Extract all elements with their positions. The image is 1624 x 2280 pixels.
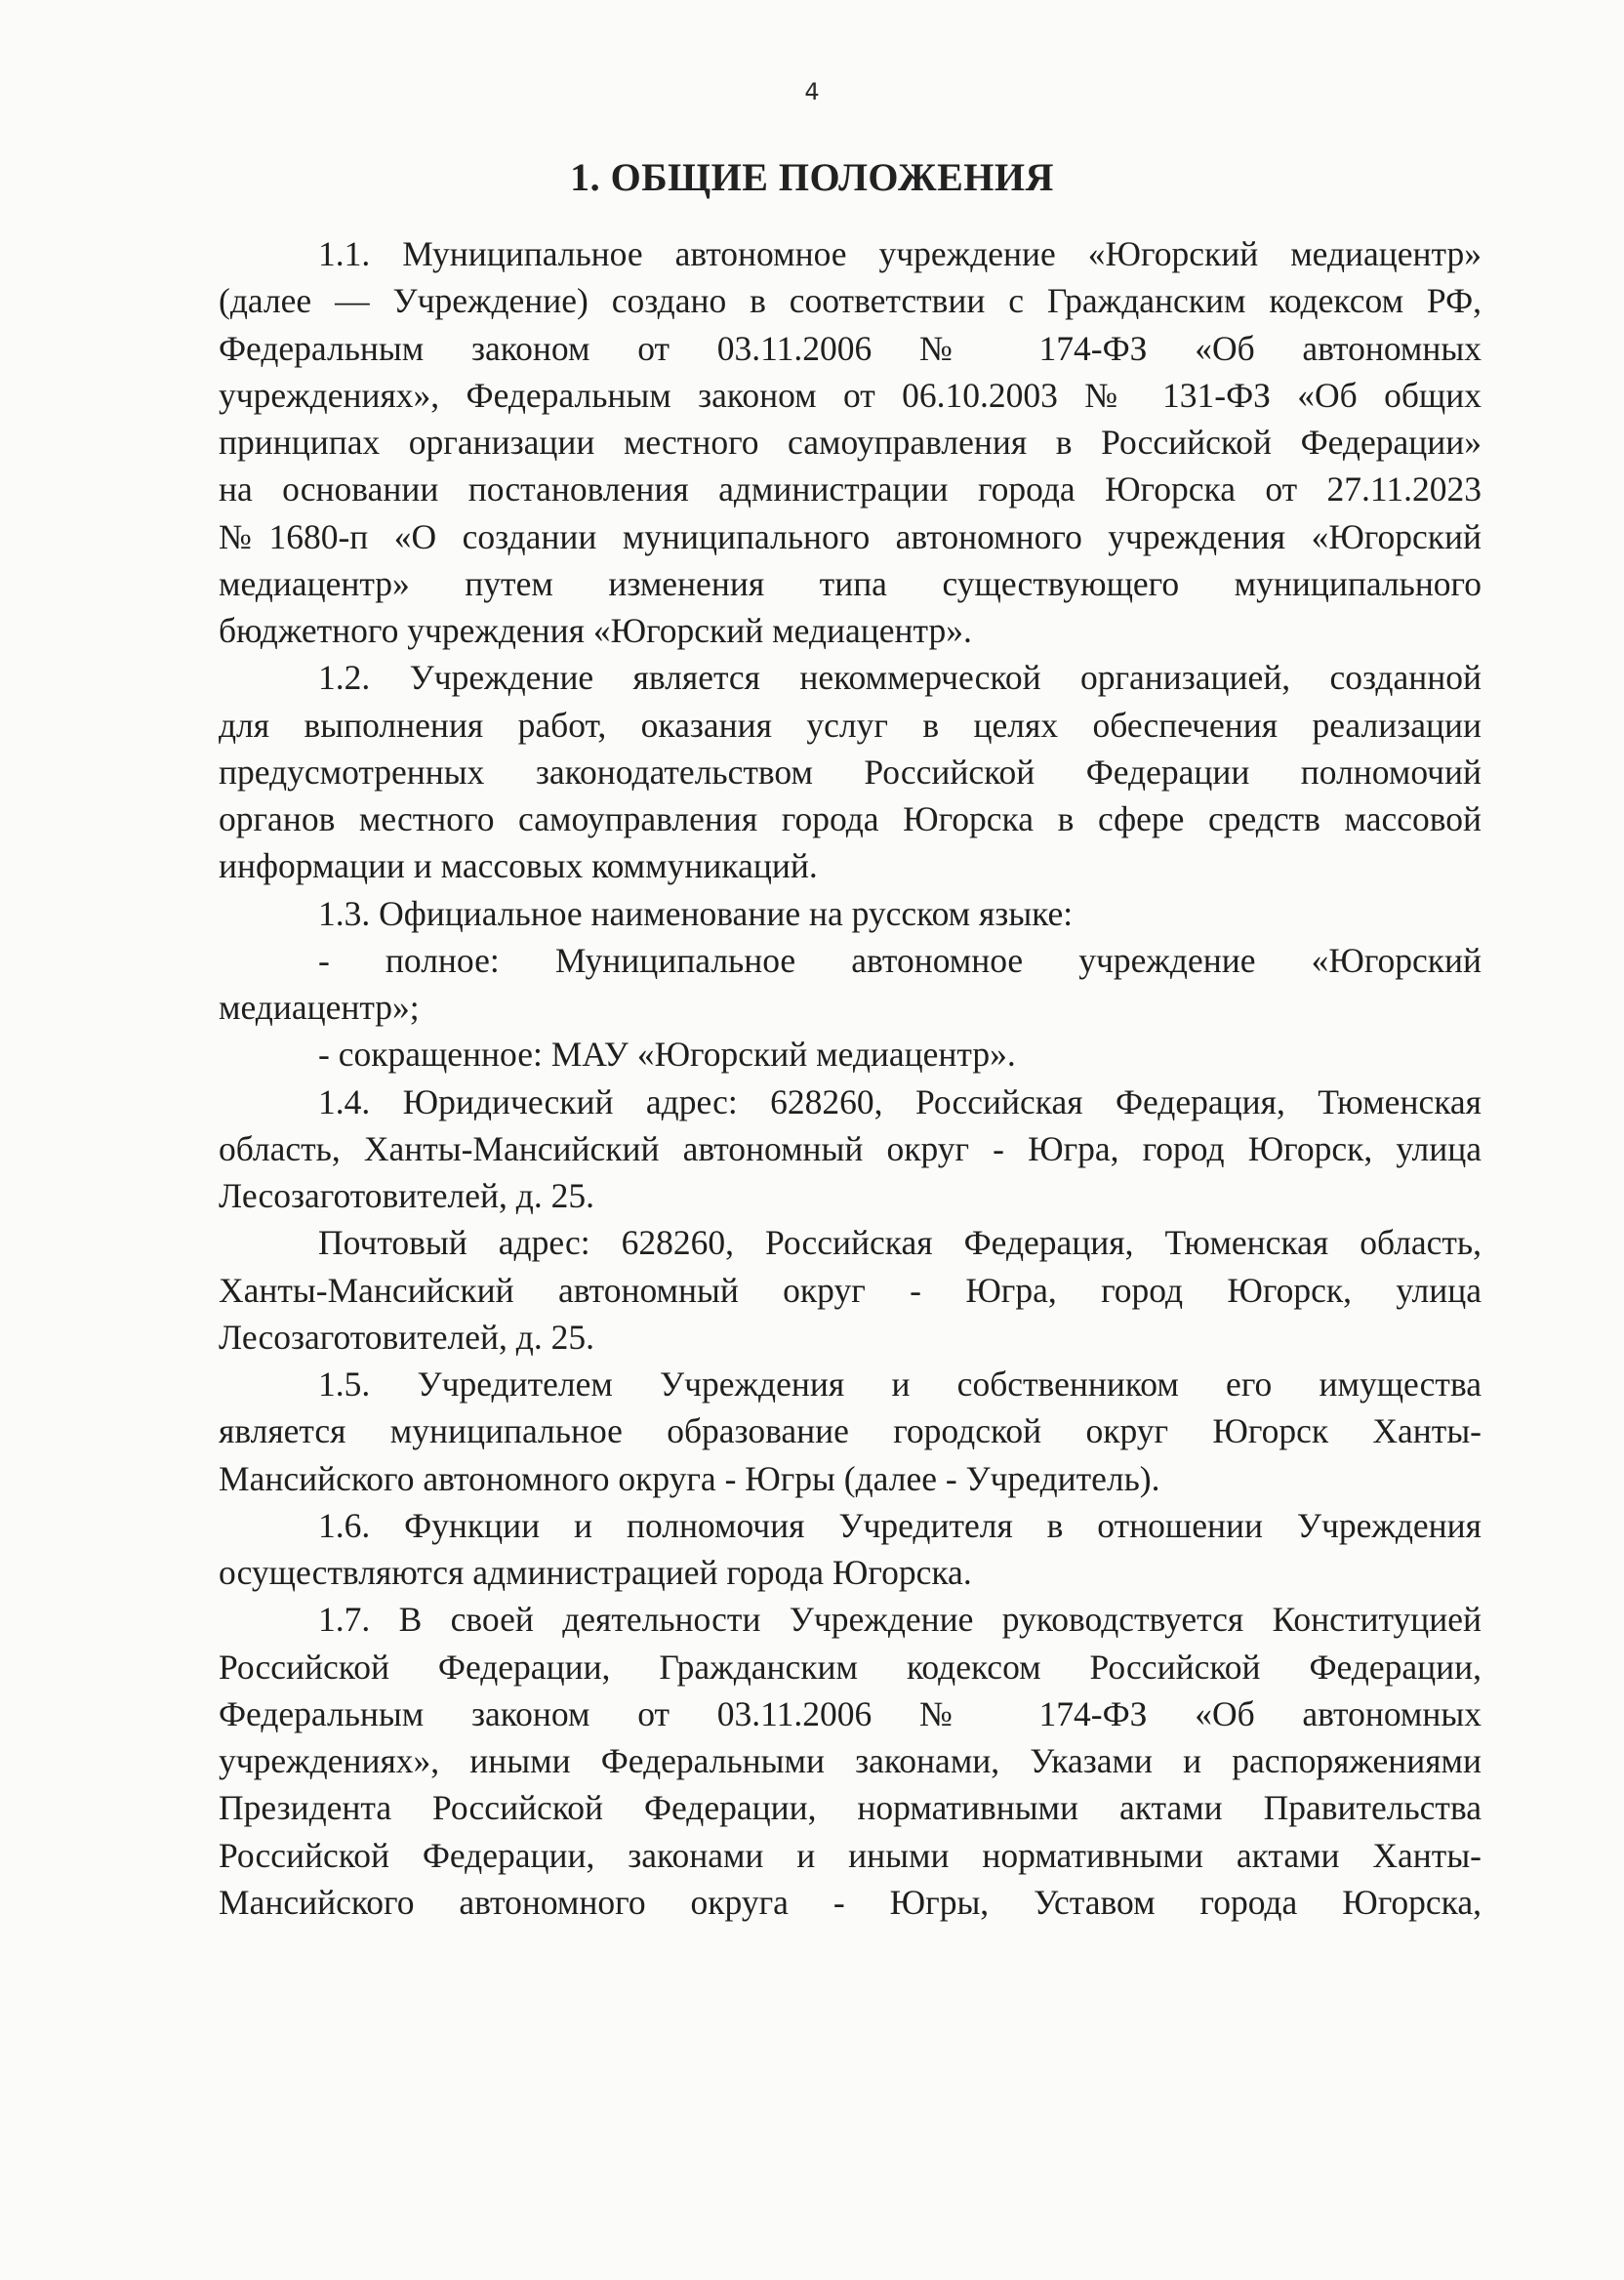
text-line: учреждениях», Федеральным законом от 06.10.2003 № 131-ФЗ «Об общих (219, 375, 1482, 415)
paragraph-1-7 (219, 1596, 1482, 1926)
text-line: Федеральным законом от 03.11.2006 № 174-ФЗ «Об автономных (219, 328, 1482, 368)
text-line: информации и массовых коммуникаций. (219, 846, 818, 886)
page-number: 4 (804, 78, 820, 105)
text-line: 1.5. Учредителем Учреждения и собственником его имущества (318, 1364, 1482, 1404)
paragraph-1-2 (219, 654, 1482, 889)
paragraph-1-3-short (219, 1031, 1482, 1078)
text-line: Российской Федерации, Гражданским кодексом Российской Федерации, (219, 1647, 1482, 1687)
text-line: 1.1. Муниципальное автономное учреждение «Югорский медиацентр» (318, 234, 1482, 273)
paragraph-1-6 (219, 1502, 1482, 1597)
text-line: Мансийского автономного округа - Югры (далее - Учредитель). (219, 1458, 1160, 1498)
text-line: Лесозаготовителей, д. 25. (219, 1317, 594, 1357)
paragraph-1-4-postal (219, 1219, 1482, 1361)
paragraph-1-3 (219, 890, 1482, 937)
text-line: Лесозаготовителей, д. 25. (219, 1176, 594, 1215)
text-line: принципах организации местного самоуправления в Российской Федерации» (219, 423, 1482, 462)
text-line: 1.4. Юридический адрес: 628260, Российская Федерация, Тюменская (318, 1081, 1482, 1121)
section-title: 1. ОБЩИЕ ПОЛОЖЕНИЯ (570, 155, 1054, 199)
document-body (219, 230, 1482, 1926)
text-line: на основании постановления администрации города Югорска от 27.11.2023 (219, 469, 1482, 509)
text-line: 1.3. Официальное наименование на русском языке: (318, 893, 1074, 933)
text-line: - сокращенное: МАУ «Югорский медиацентр». (318, 1035, 1016, 1075)
text-line: Федеральным законом от 03.11.2006 № 174-ФЗ «Об автономных (219, 1693, 1482, 1733)
text-line: предусмотренных законодательством Российской Федерации полномочий (219, 752, 1482, 792)
text-line: - полное: Муниципальное автономное учреждение «Югорский (318, 940, 1482, 980)
text-line: 1.7. В своей деятельности Учреждение руководствуется Конституцией (318, 1600, 1482, 1640)
text-line: Почтовый адрес: 628260, Российская Федерация, Тюменская область, (318, 1223, 1482, 1263)
text-line: №1680-п «О создании муниципального автономного учреждения «Югорский (219, 516, 1482, 556)
text-line: учреждениях», иными Федеральными законами, Указами и распоряжениями (219, 1741, 1482, 1780)
text-line: бюджетного учреждения «Югорский медиацентр». (219, 611, 972, 650)
text-line: область, Ханты-Мансийский автономный округ - Югра, город Югорск, улица (219, 1128, 1482, 1168)
paragraph-1-1 (219, 230, 1482, 654)
text-line: Президента Российской Федерации, нормативными актами Правительства (219, 1788, 1482, 1828)
paragraph-1-4 (219, 1079, 1482, 1220)
text-line: для выполнения работ, оказания услуг в целях обеспечения реализации (219, 705, 1482, 745)
text-line: медиацентр» путем изменения типа существующего муниципального (219, 563, 1482, 603)
paragraph-1-3-full (219, 937, 1482, 1032)
text-line: 1.2. Учреждение является некоммерческой организацией, созданной (318, 658, 1482, 698)
paragraph-1-5 (219, 1361, 1482, 1502)
text-line: Ханты-Мансийский автономный округ - Югра, город Югорск, улица (219, 1270, 1482, 1310)
text-line: органов местного самоуправления города Югорска в сфере средств массовой (219, 799, 1482, 838)
text-line: (далее — Учреждение) создано в соответствии с Гражданским кодексом РФ, (219, 281, 1482, 321)
text-line: Российской Федерации, законами и иными нормативными актами Ханты- (219, 1835, 1482, 1875)
text-line: является муниципальное образование городской округ Югорск Ханты- (219, 1411, 1482, 1451)
text-line: осуществляются администрацией города Югорска. (219, 1553, 972, 1592)
text-line: медиацентр»; (219, 988, 420, 1027)
text-line: Мансийского автономного округа - Югры, Уставом города Югорска, (219, 1882, 1482, 1922)
text-line: 1.6. Функции и полномочия Учредителя в отношении Учреждения (318, 1505, 1482, 1545)
